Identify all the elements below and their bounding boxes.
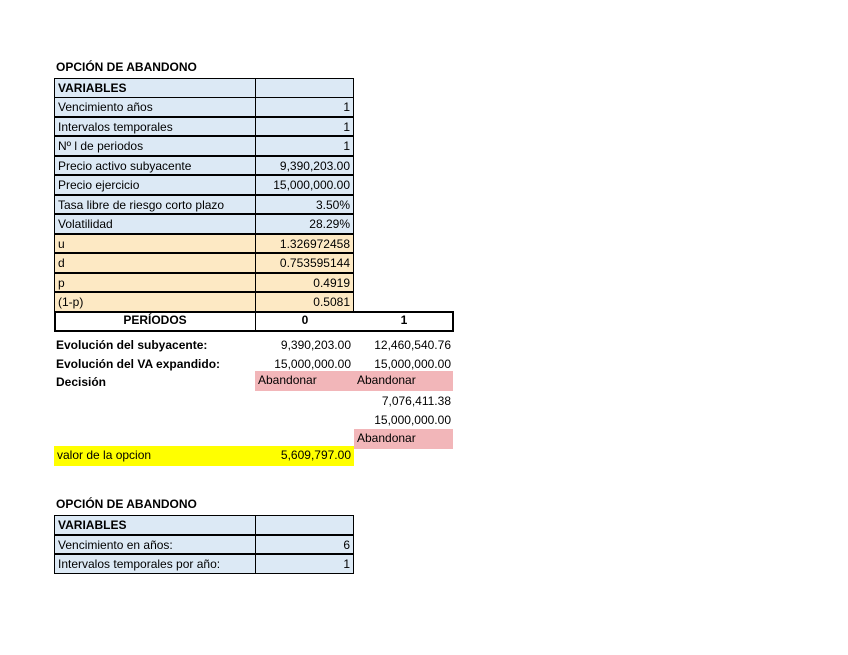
row-volatilidad-label[interactable]: Volatilidad xyxy=(54,214,256,234)
decision-p0[interactable]: Abandonar xyxy=(255,371,354,391)
period-1-header[interactable]: 1 xyxy=(400,313,408,327)
s2-intervalos-label[interactable]: Intervalos temporales por año: xyxy=(54,554,256,574)
section1-title: OPCIÓN DE ABANDONO xyxy=(56,60,197,74)
down-va[interactable]: 15,000,000.00 xyxy=(374,413,451,427)
s2-variables-header[interactable]: VARIABLES xyxy=(54,515,256,535)
va-p0[interactable]: 15,000,000.00 xyxy=(274,357,351,371)
variables-header[interactable]: VARIABLES xyxy=(54,78,256,98)
subyacente-label[interactable]: Evolución del subyacente: xyxy=(56,338,208,352)
row-precio-activo-value[interactable]: 9,390,203.00 xyxy=(255,156,354,176)
param-1-p-value[interactable]: 0.5081 xyxy=(255,292,354,312)
row-periodos-label[interactable]: Nº l de periodos xyxy=(54,136,256,156)
va-label[interactable]: Evolución del VA expandido: xyxy=(56,357,221,371)
row-precio-ejercicio-label[interactable]: Precio ejercicio xyxy=(54,175,256,195)
down-decision[interactable]: Abandonar xyxy=(354,429,453,449)
va-p1[interactable]: 15,000,000.00 xyxy=(374,357,451,371)
periods-header-label[interactable]: PERÍODOS xyxy=(123,313,187,327)
row-precio-ejercicio-value[interactable]: 15,000,000.00 xyxy=(255,175,354,195)
s2-variables-header-value[interactable] xyxy=(255,515,354,535)
decision-label[interactable]: Decisión xyxy=(56,375,107,389)
param-u-value[interactable]: 1.326972458 xyxy=(255,234,354,254)
row-vencimiento-label[interactable]: Vencimiento años xyxy=(54,97,256,117)
s2-intervalos-value[interactable]: 1 xyxy=(255,554,354,574)
param-1-p-label[interactable]: (1-p) xyxy=(54,292,256,312)
param-d-value[interactable]: 0.753595144 xyxy=(255,253,354,273)
param-p-value[interactable]: 0.4919 xyxy=(255,273,354,293)
row-intervalos-value[interactable]: 1 xyxy=(255,117,354,137)
option-value[interactable]: 5,609,797.00 xyxy=(255,446,354,466)
row-vencimiento-value[interactable]: 1 xyxy=(255,97,354,117)
s2-vencimiento-label[interactable]: Vencimiento en años: xyxy=(54,535,256,555)
param-u-label[interactable]: u xyxy=(54,234,256,254)
param-p-label[interactable]: p xyxy=(54,273,256,293)
period-0-header[interactable]: 0 xyxy=(301,313,309,327)
down-subyacente[interactable]: 7,076,411.38 xyxy=(381,394,451,408)
row-tasa-value[interactable]: 3.50% xyxy=(255,195,354,215)
row-tasa-label[interactable]: Tasa libre de riesgo corto plazo xyxy=(54,195,256,215)
subyacente-p1[interactable]: 12,460,540.76 xyxy=(374,338,451,352)
row-volatilidad-value[interactable]: 28.29% xyxy=(255,214,354,234)
variables-header-value[interactable] xyxy=(255,78,354,98)
option-value-label[interactable]: valor de la opcion xyxy=(54,446,256,466)
decision-p1[interactable]: Abandonar xyxy=(354,371,453,391)
row-intervalos-label[interactable]: Intervalos temporales xyxy=(54,117,256,137)
section2-title: OPCIÓN DE ABANDONO xyxy=(56,497,197,511)
row-precio-activo-label[interactable]: Precio activo subyacente xyxy=(54,156,256,176)
param-d-label[interactable]: d xyxy=(54,253,256,273)
subyacente-p0[interactable]: 9,390,203.00 xyxy=(280,338,351,352)
row-periodos-value[interactable]: 1 xyxy=(255,136,354,156)
s2-vencimiento-value[interactable]: 6 xyxy=(255,535,354,555)
